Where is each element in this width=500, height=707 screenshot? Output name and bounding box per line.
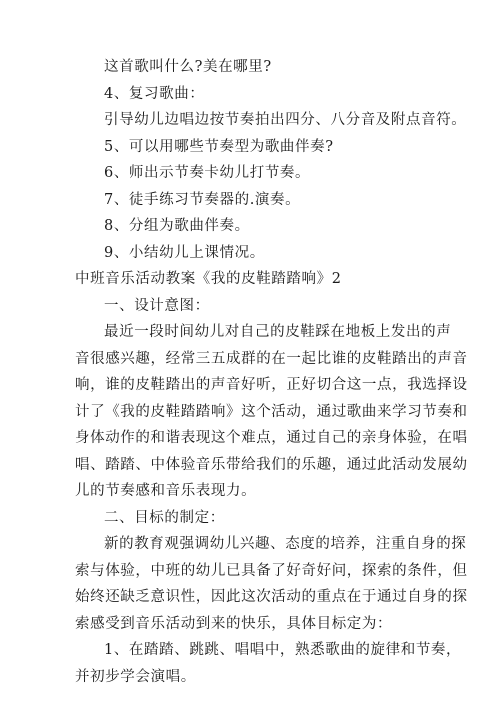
text-line: 并初步学会演唱。: [75, 668, 196, 685]
text-line: 1、在踏踏、跳跳、唱唱中，熟悉歌曲的旋律和节奏，: [104, 642, 462, 658]
text-line: 4、复习歌曲：: [104, 85, 205, 102]
text-line: 引导幼儿边唱边按节奏拍出四分、八分音及附点音符。: [104, 112, 467, 128]
text-line: 7、徒手练习节奏器的.演奏。: [104, 191, 301, 208]
text-line: 新的教育观强调幼儿兴趣、态度的培养，注重自身的探: [104, 536, 467, 552]
text-line: 这首歌叫什么?美在哪里?: [104, 59, 272, 75]
text-line: 音很感兴趣，经常三五成群的在一起比谁的皮鞋踏出的声音: [75, 350, 468, 367]
text-line: 始终还缺乏意识性，因此这次活动的重点在于通过自身的探: [75, 589, 468, 605]
text-line: 9、小结幼儿上课情况。: [104, 244, 265, 261]
text-line: 6、师出示节奏卡幼儿打节奏。: [104, 165, 311, 181]
text-line: 索感受到音乐活动到来的快乐，具体目标定为：: [75, 615, 393, 632]
text-line: 身体动作的和谐表现这个难点，通过自己的亲身体验，在唱: [75, 430, 468, 446]
text-line: 5、可以用哪些节奏型为歌曲伴奏?: [104, 138, 334, 155]
text-line: 响，谁的皮鞋踏出的声音好听，正好切合这一点，我选择设: [75, 377, 468, 393]
text-line: 计了《我的皮鞋踏踏响》这个活动，通过歌曲来学习节奏和: [75, 403, 468, 420]
section-heading: 二、目标的制定：: [104, 509, 225, 526]
text-line: 8、分组为歌曲伴奏。: [104, 218, 250, 234]
section-heading: 一、设计意图：: [104, 297, 210, 314]
section-title: 中班音乐活动教案《我的皮鞋踏踏响》2: [75, 271, 342, 287]
text-line: 儿的节奏感和音乐表现力。: [75, 483, 257, 499]
text-line: 索与体验，中班的幼儿已具备了好奇好问，探索的条件，但: [75, 562, 468, 579]
text-line: 唱、踏踏、中体验音乐带给我们的乐趣，通过此活动发展幼: [75, 456, 468, 473]
text-line: 最近一段时间幼儿对自己的皮鞋踩在地板上发出的声: [104, 324, 452, 340]
